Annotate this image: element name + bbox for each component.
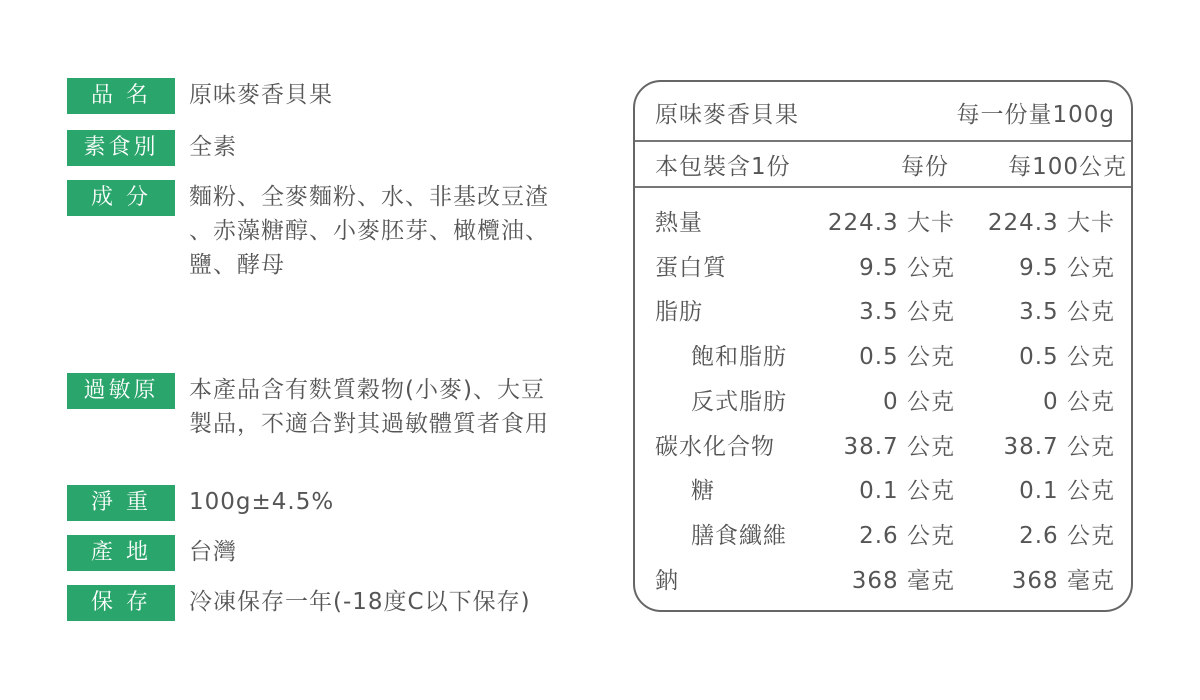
nutrient-per-serving-value: 3.5 公克 [859,299,955,326]
storage-value: 冷凍保存一年(-18度C以下保存) [189,589,531,615]
nutrient-per-serving-value: 0.1 公克 [859,478,955,505]
nutrient-per-serving-value: 224.3 大卡 [827,210,955,236]
storage-tag: 保 存 [67,585,175,621]
nutrient-per-serving-value: 368 毫克 [851,567,955,594]
nutrient-per-100g-value: 0.1 公克 [1019,478,1115,505]
nutrient-name: 蛋白質 [655,254,727,281]
vegetarian-tag: 素食別 [67,130,175,166]
nutrient-per-100g-value: 0 公克 [1043,388,1115,415]
info-row-storage [67,585,531,621]
ingredients-value: 麵粉、全麥麵粉、水、非基改豆渣 、赤藻糖醇、小麥胚芽、橄欖油、 鹽、酵母 [189,184,549,278]
info-row-allergen [67,373,549,441]
nutrition-title: 原味麥香貝果 [655,102,799,128]
nutrient-per-100g-value: 368 毫克 [1011,567,1115,594]
info-row-vegetarian [67,130,237,166]
divider-top [635,140,1131,142]
origin-tag: 產 地 [67,535,175,571]
nutrient-name: 脂肪 [655,299,703,326]
nutrient-per-serving-value: 2.6 公克 [859,522,955,549]
net-weight-tag: 淨 重 [67,485,175,521]
net-weight-value: 100g±4.5% [189,489,335,515]
product-name-value: 原味麥香貝果 [189,82,333,108]
divider-header [635,186,1131,188]
nutrient-per-serving-value: 9.5 公克 [859,254,955,281]
nutrient-name: 反式脂肪 [691,388,787,415]
nutrient-per-serving-value: 0.5 公克 [859,344,955,371]
column-header-per-100g: 每100公克 [1008,154,1127,180]
serving-size: 每一份量100g [956,102,1115,128]
origin-value: 台灣 [189,539,237,565]
nutrient-per-100g-value: 224.3 大卡 [987,210,1115,236]
nutrient-name: 糖 [691,478,715,505]
nutrient-per-100g-value: 0.5 公克 [1019,344,1115,371]
info-row-product-name [67,78,333,114]
nutrient-per-100g-value: 9.5 公克 [1019,254,1115,281]
info-row-origin [67,535,237,571]
vegetarian-value: 全素 [189,134,237,160]
servings-per-pack: 本包裝含1份 [655,154,791,180]
nutrient-name: 碳水化合物 [655,433,775,460]
nutrient-name: 鈉 [655,567,679,594]
nutrient-per-serving-value: 0 公克 [883,388,955,415]
info-row-ingredients [67,180,549,282]
product-name-tag: 品 名 [67,78,175,114]
nutrient-per-100g-value: 2.6 公克 [1019,522,1115,549]
ingredients-tag: 成 分 [67,180,175,216]
nutrient-per-100g-value: 3.5 公克 [1019,299,1115,326]
nutrient-name: 熱量 [655,210,703,236]
allergen-tag: 過敏原 [67,373,175,409]
nutrient-name: 膳食纖維 [691,522,787,549]
nutrition-facts-panel [633,80,1133,612]
nutrient-per-100g-value: 38.7 公克 [1003,433,1115,460]
info-row-net-weight [67,485,334,521]
allergen-value: 本產品含有麩質穀物(小麥)、大豆 製品，不適合對其過敏體質者食用 [189,377,549,437]
nutrient-per-serving-value: 38.7 公克 [843,433,955,460]
nutrient-name: 飽和脂肪 [691,344,787,371]
column-header-per-serving: 每份 [901,154,949,180]
